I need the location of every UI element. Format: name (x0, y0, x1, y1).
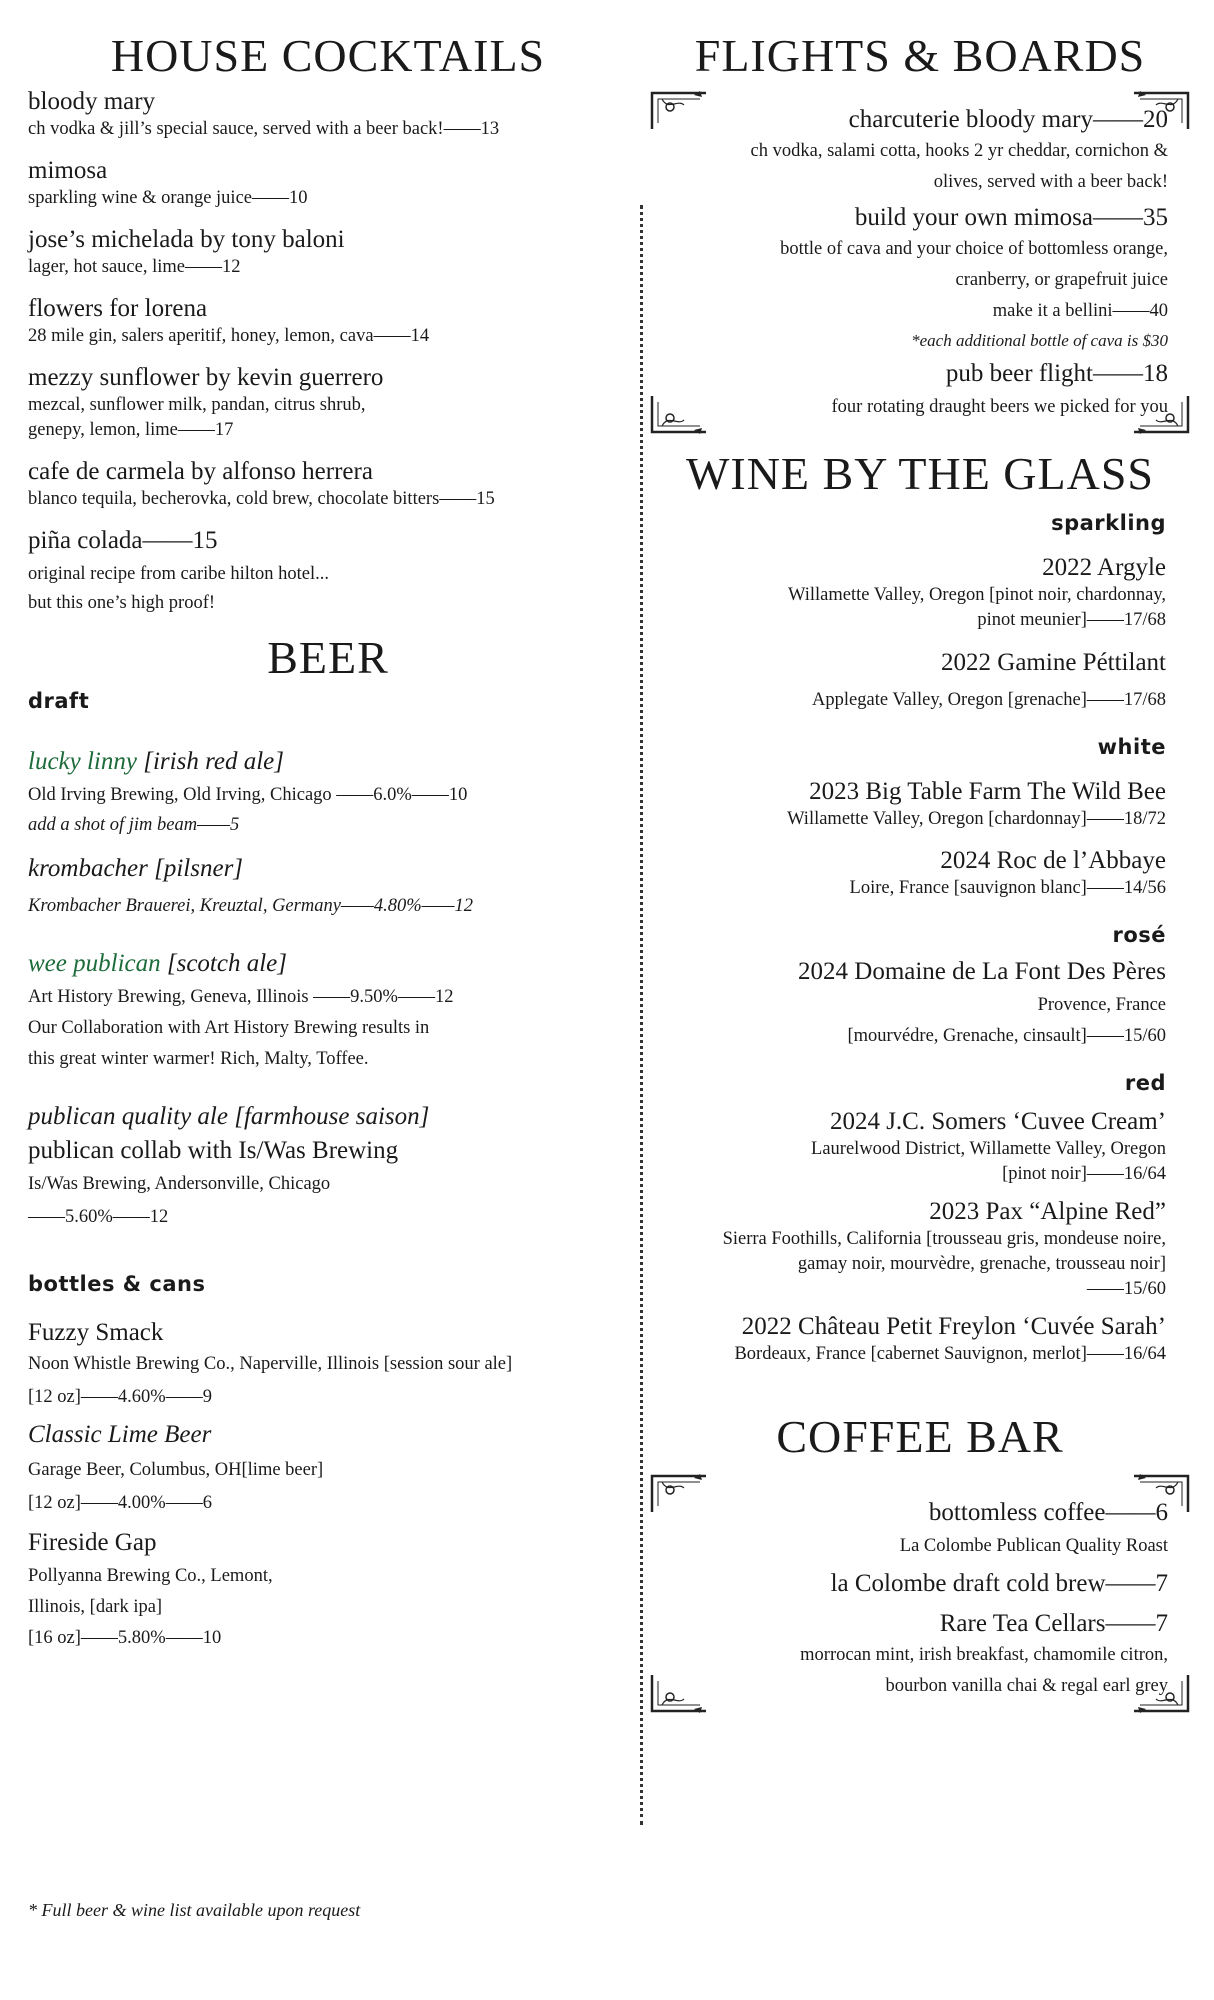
flights-frame (650, 89, 1190, 436)
beer-details: ——5.60%——12 (28, 1207, 169, 1228)
bottle-details: Garage Beer, Columbus, OH[lime beer] (28, 1460, 324, 1481)
bottle-details: Pollyanna Brewing Co., Lemont, (28, 1566, 273, 1587)
wine-detail: Applegate Valley, Oregon [grenache]——17/68 (812, 690, 1166, 711)
cocktails-list (28, 87, 628, 616)
beer-details: Old Irving Brewing, Old Irving, Chicago ——6.0%——10 (28, 784, 468, 805)
flight-name: charcuterie bloody mary——20 (848, 105, 1168, 133)
beer-description: Our Collaboration with Art History Brewing results in (28, 1018, 430, 1039)
cocktail-name: bloody mary (28, 87, 156, 115)
beer-details: Is/Was Brewing, Andersonville, Chicago (28, 1174, 331, 1195)
draft-name-line (28, 1102, 628, 1132)
flight-desc: olives, served with a beer back! (933, 171, 1168, 192)
flight-name: build your own mimosa——35 (854, 203, 1168, 231)
coffee-item (672, 1498, 1168, 1559)
wine-name: 2024 J.C. Somers ‘Cuvee Cream’ (829, 1108, 1166, 1136)
wine-item (650, 648, 1166, 713)
flight-desc: cranberry, or grapefruit juice (955, 269, 1168, 290)
flight-note: *each additional bottle of cava is $30 (911, 330, 1168, 350)
cocktail-desc: 28 mile gin, salers aperitif, honey, lemon, cava——14 (28, 325, 430, 346)
wine-item (650, 553, 1166, 633)
wine-name: 2024 Domaine de La Font Des Pères (798, 958, 1166, 986)
wine-detail: gamay noir, mourvèdre, grenache, trousseau noir] (797, 1254, 1166, 1275)
flight-item (672, 105, 1168, 195)
flight-name: pub beer flight——18 (945, 359, 1168, 387)
bottle-item (28, 1318, 628, 1410)
wine-title: WINE BY THE GLASS (685, 447, 1155, 499)
flight-desc: four rotating draught beers we picked for you (831, 396, 1168, 417)
draft-name-line (28, 854, 628, 884)
bottle-details: Noon Whistle Brewing Co., Naperville, Illinois [session sour ale] (28, 1354, 513, 1375)
cocktail-name: flowers for lorena (28, 294, 208, 322)
wine-name: 2022 Château Petit Freylon ‘Cuvée Sarah’ (741, 1313, 1166, 1341)
wine-detail: Willamette Valley, Oregon [chardonnay]——18/72 (787, 809, 1166, 830)
wine-group-label: rosé (1112, 923, 1166, 948)
cocktail-desc: blanco tequila, becherovka, cold brew, chocolate bitters——15 (28, 488, 495, 509)
ornament-corner-icon (650, 1472, 710, 1514)
flight-item (672, 359, 1168, 420)
draft-item (28, 949, 628, 1072)
house-cocktails-title: HOUSE COCKTAILS (110, 30, 546, 81)
cocktail-item (28, 363, 628, 443)
cocktail-name: jose’s michelada by tony baloni (28, 225, 345, 253)
ornament-corner-icon (1130, 89, 1190, 131)
beer-style: [pilsner] (154, 855, 244, 883)
coffee-frame (650, 1472, 1190, 1715)
cocktail-desc: but this one’s high proof! (28, 592, 216, 613)
bottle-name: Fuzzy Smack (28, 1319, 164, 1347)
wine-detail: Willamette Valley, Oregon [pinot noir, chardonnay, (788, 584, 1166, 605)
wine-item (650, 1312, 1166, 1367)
cocktail-desc: ch vodka & jill’s special sauce, served with a beer back!——13 (28, 118, 500, 139)
wine-item (650, 1107, 1166, 1187)
cocktail-name: mimosa (28, 156, 108, 184)
left-column (28, 30, 628, 1651)
cocktail-desc: mezcal, sunflower milk, pandan, citrus shrub, (28, 394, 366, 415)
cocktail-item (28, 526, 628, 616)
wine-detail: Laurelwood District, Willamette Valley, Oregon (811, 1139, 1166, 1160)
beer-style: [farmhouse saison] (234, 1103, 430, 1131)
draft-name-line (28, 747, 628, 777)
beer-details: Art History Brewing, Geneva, Illinois ——9.50%——12 (28, 987, 454, 1008)
ornament-corner-icon (650, 394, 710, 436)
wine-group-label: red (1124, 1071, 1166, 1096)
draft-list (28, 747, 628, 1231)
flight-desc: bottle of cava and your choice of bottomless orange, (780, 238, 1168, 259)
wine-name: 2023 Big Table Farm The Wild Bee (809, 778, 1166, 806)
draft-item (28, 854, 628, 919)
ornament-corner-icon (1130, 1472, 1190, 1514)
cocktail-item (28, 225, 628, 280)
draft-subheading: draft (28, 688, 90, 713)
wine-group-label: sparkling (1051, 510, 1166, 535)
bottle-item (28, 1420, 628, 1516)
coffee-desc: La Colombe Publican Quality Roast (899, 1536, 1168, 1557)
wine-detail: Loire, France [sauvignon blanc]——14/56 (849, 878, 1166, 899)
coffee-name: Rare Tea Cellars——7 (939, 1609, 1168, 1637)
wine-detail: Provence, France (1037, 995, 1166, 1016)
beer-title: BEER (267, 631, 389, 683)
wine-detail: ——15/60 (1086, 1279, 1166, 1300)
coffee-desc: morrocan mint, irish breakfast, chamomile citron, (800, 1644, 1168, 1665)
cocktail-item (28, 87, 628, 142)
beer-description: this great winter warmer! Rich, Malty, Toffee. (28, 1049, 369, 1070)
cocktail-desc: sparkling wine & orange juice——10 (28, 187, 308, 208)
cocktail-item (28, 156, 628, 211)
bottles-subheading: bottles & cans (28, 1272, 206, 1297)
flight-item (672, 203, 1168, 353)
cocktail-name: piña colada——15 (28, 526, 218, 554)
column-divider (640, 205, 643, 1825)
wine-detail: Sierra Foothills, California [trousseau gris, mondeuse noire, (722, 1229, 1166, 1250)
coffee-item (672, 1569, 1168, 1599)
footnote: * Full beer & wine list available upon request (28, 1900, 361, 1920)
bottle-details: [12 oz]——4.00%——6 (28, 1493, 212, 1514)
draft-item (28, 1102, 628, 1230)
beer-name: wee publican (28, 950, 161, 978)
wine-detail: [pinot noir]——16/64 (1002, 1164, 1166, 1185)
ornament-corner-icon (650, 89, 710, 131)
flight-desc: ch vodka, salami cotta, hooks 2 yr cheddar, cornichon & (750, 140, 1168, 161)
draft-name-line (28, 949, 628, 979)
beer-addon: add a shot of jim beam——5 (28, 815, 240, 836)
beer-style: [scotch ale] (166, 950, 287, 978)
beer-name: lucky linny (28, 747, 137, 775)
beer-collab: publican collab with Is/Was Brewing (28, 1137, 399, 1165)
wine-name: 2023 Pax “Alpine Red” (929, 1198, 1166, 1226)
bottle-name: Fireside Gap (28, 1529, 157, 1557)
bottles-list (28, 1318, 628, 1651)
bottle-name: Classic Lime Beer (28, 1421, 212, 1449)
wine-item (650, 1197, 1166, 1302)
coffee-name: la Colombe draft cold brew——7 (830, 1569, 1168, 1597)
coffee-title: COFFEE BAR (776, 1411, 1064, 1463)
coffee-name: bottomless coffee——6 (928, 1499, 1168, 1527)
cocktail-item (28, 294, 628, 349)
ornament-corner-icon (650, 1673, 710, 1715)
flight-desc: make it a bellini——40 (992, 300, 1168, 321)
bottle-item (28, 1528, 628, 1651)
wine-detail: [mourvédre, Grenache, cinsault]——15/60 (847, 1026, 1166, 1047)
cocktail-name: cafe de carmela by alfonso herrera (28, 457, 373, 485)
wine-item (650, 957, 1166, 1049)
wine-list (650, 511, 1190, 1368)
wine-name: 2024 Roc de l’Abbaye (940, 847, 1166, 875)
wine-item (650, 846, 1166, 901)
draft-item (28, 747, 628, 839)
cocktail-name: mezzy sunflower by kevin guerrero (28, 363, 384, 391)
cocktail-desc: original recipe from caribe hilton hotel... (28, 563, 330, 584)
beer-name: krombacher (28, 855, 148, 883)
ornament-corner-icon (1130, 1673, 1190, 1715)
bottle-details: [12 oz]——4.60%——9 (28, 1387, 212, 1408)
wine-detail: Bordeaux, France [cabernet Sauvignon, merlot]——16/64 (734, 1344, 1166, 1365)
beer-details: Krombacher Brauerei, Kreuztal, Germany——4.80%——12 (28, 896, 474, 917)
beer-style: [irish red ale] (143, 747, 284, 775)
wine-name: 2022 Argyle (1042, 553, 1166, 581)
wine-group-label: white (1097, 735, 1166, 760)
flights-title: FLIGHTS & BOARDS (694, 30, 1146, 81)
wine-detail: pinot meunier]——17/68 (977, 609, 1166, 630)
wine-item (650, 777, 1166, 832)
coffee-desc: bourbon vanilla chai & regal earl grey (885, 1675, 1168, 1696)
right-column (650, 30, 1190, 1715)
ornament-corner-icon (1130, 394, 1190, 436)
bottle-details: Illinois, [dark ipa] (28, 1597, 163, 1618)
wine-name: 2022 Gamine Péttilant (941, 649, 1166, 677)
cocktail-item (28, 457, 628, 512)
beer-name: publican quality ale (28, 1103, 228, 1131)
cocktail-desc: lager, hot sauce, lime——12 (28, 256, 241, 277)
coffee-item (672, 1609, 1168, 1699)
cocktail-desc: genepy, lemon, lime——17 (28, 419, 234, 440)
bottle-details: [16 oz]——5.80%——10 (28, 1628, 222, 1649)
